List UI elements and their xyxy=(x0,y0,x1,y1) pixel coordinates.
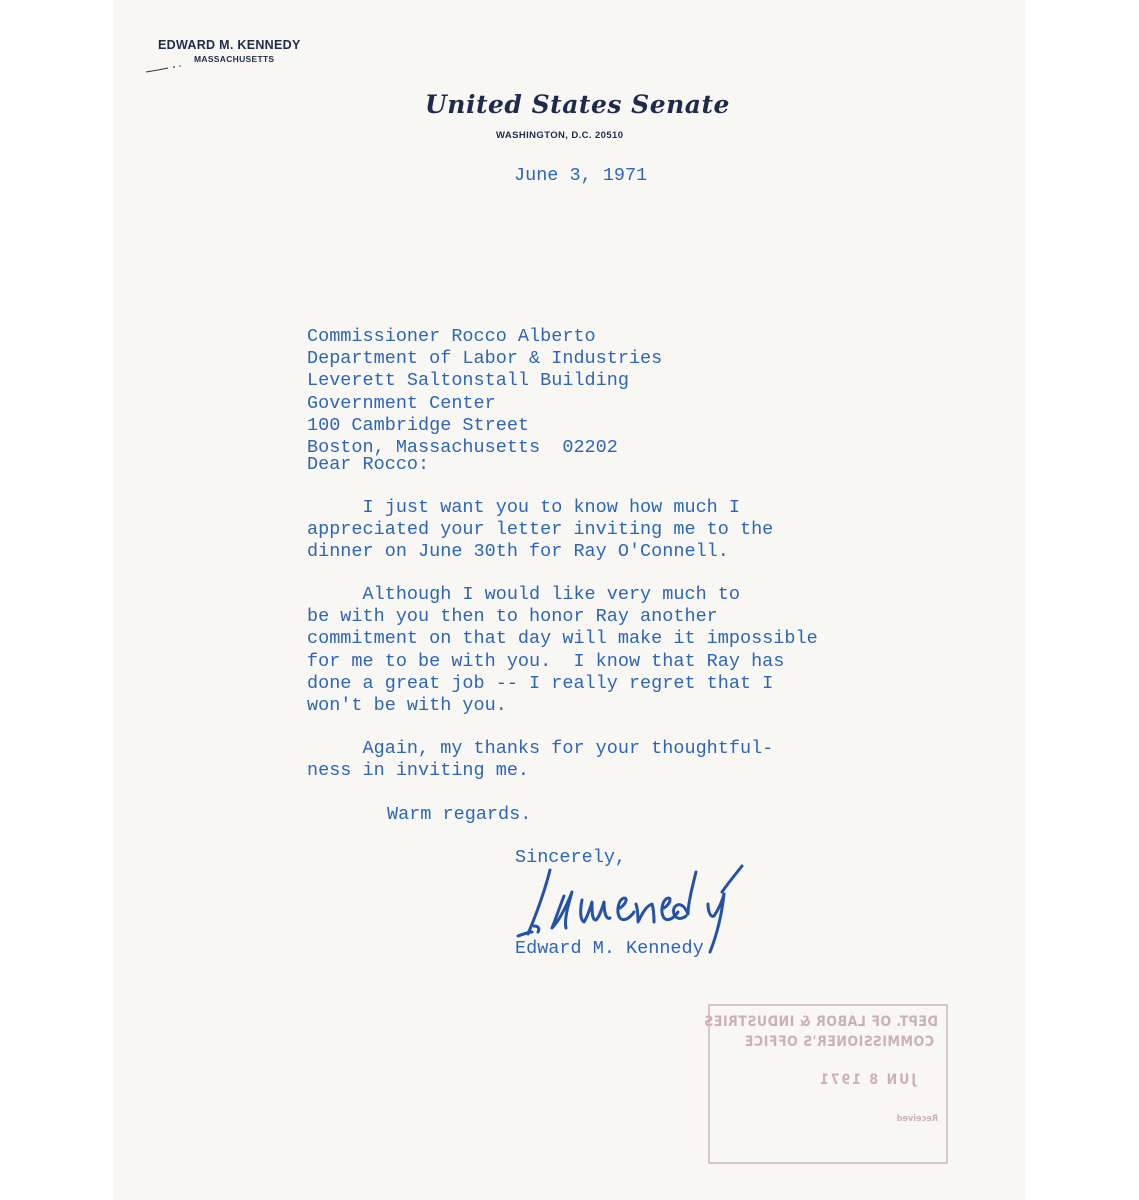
sender-state: MASSACHUSETTS xyxy=(194,54,275,64)
received-stamp xyxy=(703,1004,948,1164)
address-line: Commissioner Rocco Alberto xyxy=(307,326,596,347)
body-paragraph-2 xyxy=(307,584,818,717)
address-line: Boston, Massachusetts 02202 xyxy=(307,437,618,459)
address-line: Leverett Saltonstall Building xyxy=(307,370,629,392)
stamp-line: COMMISSIONER'S OFFICE xyxy=(744,1034,934,1050)
letterhead-city: WASHINGTON, D.C. 20510 xyxy=(496,130,624,141)
sender-block xyxy=(158,38,301,64)
body-line: dinner on June 30th for Ray O'Connell. xyxy=(307,541,729,563)
sender-name: EDWARD M. KENNEDY xyxy=(158,38,301,52)
stray-pen-mark xyxy=(144,64,184,74)
body-line: for me to be with you. I know that Ray has xyxy=(307,650,785,672)
body-line: done a great job -- I really regret that I xyxy=(307,672,774,694)
body-line: be with you then to honor Ray another xyxy=(307,606,718,628)
body-paragraph-1 xyxy=(307,497,773,564)
address-line: Government Center xyxy=(307,392,496,414)
letter-date: June 3, 1971 xyxy=(514,165,648,186)
body-line: Again, my thanks for your thoughtful- xyxy=(307,738,774,759)
body-line: commitment on that day will make it impossible xyxy=(307,628,818,650)
valediction: Sincerely, xyxy=(515,847,627,868)
salutation: Dear Rocco: xyxy=(307,454,430,475)
recipient-address xyxy=(307,326,662,459)
address-line: Department of Labor & Industries xyxy=(307,348,663,370)
body-line: I just want you to know how much I xyxy=(307,497,740,518)
letterhead-title: United States Senate xyxy=(425,90,730,119)
letterhead xyxy=(425,90,730,141)
address-line: 100 Cambridge Street xyxy=(307,414,530,436)
body-line: won't be with you. xyxy=(307,695,507,717)
body-line: appreciated your letter inviting me to the xyxy=(307,519,774,541)
body-line: ness in inviting me. xyxy=(307,760,530,782)
stamp-date: JUN 8 1971 xyxy=(817,1072,916,1088)
body-line: Although I would like very much to xyxy=(307,584,740,605)
stamp-line: DEPT. OF LABOR & INDUSTRIES xyxy=(703,1014,938,1030)
body-paragraph-3 xyxy=(307,738,773,782)
stamp-received-label: Received xyxy=(896,1114,938,1124)
typed-signatory-name: Edward M. Kennedy xyxy=(515,938,704,959)
closing-remark: Warm regards. xyxy=(387,804,532,825)
